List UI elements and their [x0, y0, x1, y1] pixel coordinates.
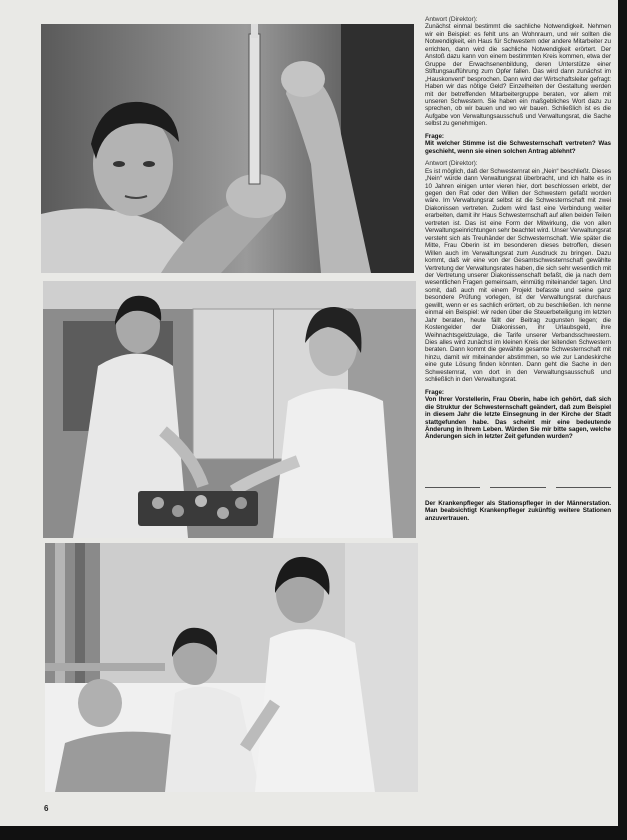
- page-number: 6: [44, 804, 49, 813]
- question-label: Frage:: [425, 132, 444, 140]
- answer-label: Antwort (Direktor):: [425, 160, 478, 168]
- question-text: Mit welcher Stimme ist die Schwesternschaft vertreten? Was geschieht, wenn sie einen solchen Antrag ablehnt?: [425, 140, 611, 155]
- answer-text: Es ist möglich, daß der Schwesternrat ein „Nein“ beschließt. Dieses „Nein“ würde dann Verwaltungsrat überbracht, und ich halte es in 10 Jahren einigen unter vieren hier, dort beschlossen erlebt, der gegen den Rat oder den Willen der Schwestern gefaßt worden wäre. Im Verwaltungsrat selbst ist die Schwesternschaft mit zwei Diakonissen vertreten. Zudem wird fast eine Verbindung weiter erarbeiten, damit ihr Haus Schwesternschaft auf allen beiden Teilen vertreten ist. Das ist eine Form der Mitwirkung, die von allen Verwaltungseinrichtungen sehr beachtet wird. Unser Verwaltungsrat versteht sich als Treuhänder der Schwesternschaft. Wie später die Mitte, Frau Oberin ist im besonderen dieses betroffen, diesen Willen auch im Verwaltungsrat zum Ausdruck zu bringen. Dazu kommt, daß wir eine von der Gesamtschwesternschaft gewählte Vertretung der Verwaltungsrates haben, die sich sehr wesentlich mit der Vertretung unserer Diakonissenschaft befaßt, die ja nach dem wesentlichen Fragen gemeinsam, einmütig miteinander tagen. Und somit, daß auch mit einem Projekt befasste und seine ganz besondere Prüfung vorlegen, ist der Verwaltungsrat durchaus gewillt, wenn er es sachlich erörtert, ob zu beschließen. Ich nenne einmal ein Beispiel: wir reden über die Steuerbeteiligung im letzten Jahr beraten, heute fällt der Beitrag zugunsten liegen; die Kostengelder der Diakonissen, ihr Urlaubsgeld, ihre Weihnachtsgeldzulage, die Tarife unserer Verbandsschwestern. Dies alles wird zunächst im kleinen Kreis der leitenden Schwestern beraten. Dann kommt die gewählte gesamte Schwesternschaft mit hinzu, damit wir miteinander abstimmen, so wie zur Landeskirche eine gute Lösung finden könnten. Dann geht die Sache in den Schwesternrat, von dort in den Verwaltungsausschuß und schließlich in den Verwaltungsrat.: [425, 167, 612, 384]
- photo-caption: Der Krankenpfleger als Stationspfleger in der Männerstation. Man beabsichtigt Krankenpfleger zukünftig weitere Stationen anzuvertrauen.: [425, 499, 611, 522]
- answer-label: Antwort (Direktor):: [425, 16, 478, 23]
- page-bottom-edge: [0, 826, 627, 840]
- answer-text: Zunächst einmal bestimmt die sachliche Notwendigkeit. Nehmen wir ein Beispiel: es fehlt uns an Wohnraum, und wir sollten die Notwendigkeit, ein Haus für Schwestern oder andere Mitarbeiter zu errichten, dann wird die sachliche Notwendigkeit erörtert. Der Anstoß dazu kann von einem bestimmten Kreis kommen, etwa der Gruppe der Erwachsenenbildung, deren Unterstütze einer Stiftungsaufführung zum Opfer fallen. Das wird dann zunächst im „Hauskonvent“ besprochen. Dann wird der Wirtschaftsleiter gefragt: Haben wir das nötige Geld? Einzelheiten der Gestaltung werden mit der betreffenden Mitarbeitergruppe beraten, vor allem mit unseren Schwestern. Sie haben ein maßgebliches Wort dazu zu sprechen, ob wir bauen und wo wir bauen. Schließlich ist es die Aufgabe von Verwaltungsausschuß und Verwaltungsrat, die Sache selbst zu genehmigen.: [425, 23, 611, 128]
- question-label: Frage:: [425, 388, 444, 396]
- photo-man-with-syringe: [41, 24, 414, 273]
- binding-shadow: [618, 0, 627, 840]
- rule: [425, 487, 480, 488]
- photo-nurses-with-patient: [45, 543, 418, 792]
- article-column: [425, 16, 611, 527]
- rule: [556, 487, 611, 488]
- photo-nurse-and-sister: [43, 281, 416, 538]
- question-text: Von Ihrer Vorstellerin, Frau Oberin, habe ich gehört, daß sich die Struktur der Schwesternschaft geändert, daß zum Beispiel in diesem Jahr die letzte Einsegnung in der Kirche der Stadt stattgefunden habe. Das scheint mir eine bedeutende Änderung in Ihrem Leben. Würden Sie mir bitte sagen, welche Änderungen sich in letzter Zeit gefunden wurden?: [425, 396, 611, 441]
- separator-rules: [425, 487, 611, 488]
- rule: [490, 487, 545, 488]
